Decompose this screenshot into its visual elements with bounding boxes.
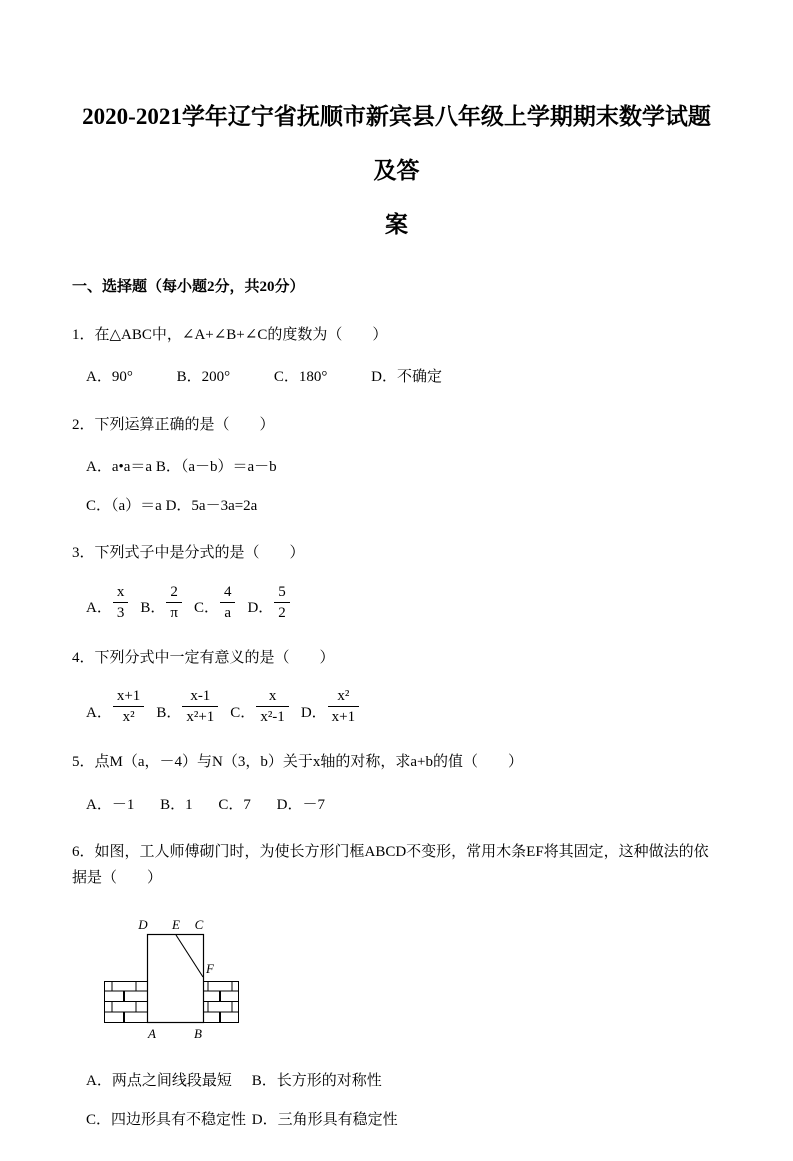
question-3-text: 3．下列式子中是分式的是（ ） bbox=[72, 545, 305, 562]
option-d: D．－7 bbox=[276, 796, 325, 813]
option-c: C．7 bbox=[218, 796, 251, 813]
fraction-numerator: 2 bbox=[166, 583, 182, 603]
question-4 bbox=[72, 646, 721, 727]
question-6-text: 6．如图，工人师傅砌门时，为使长方形门框ABCD不变形，常用木条EF将其固定，这种做法的依据是（ ） bbox=[72, 844, 709, 886]
option-label: B． bbox=[140, 600, 166, 617]
question-2-options-row2 bbox=[86, 495, 721, 518]
fraction-numerator: x-1 bbox=[182, 687, 218, 707]
fraction bbox=[113, 583, 129, 622]
question-1-text: 1．在△ABC中，∠A+∠B+∠C的度数为（ ） bbox=[72, 326, 388, 343]
label-C: C bbox=[194, 917, 204, 933]
fraction-numerator: 4 bbox=[220, 583, 236, 603]
fraction-denominator: π bbox=[170, 604, 178, 621]
option-b bbox=[156, 687, 218, 726]
fraction bbox=[256, 687, 289, 726]
label-A: A bbox=[148, 1026, 156, 1042]
question-5-text: 5．点M（a，－4）与N（3，b）关于x轴的对称，求a+b的值（ ） bbox=[72, 754, 523, 771]
option-label: A． bbox=[86, 600, 112, 617]
fraction-denominator: 2 bbox=[278, 604, 286, 621]
question-6-options-row2 bbox=[86, 1109, 721, 1132]
label-F: F bbox=[206, 961, 214, 977]
option-a bbox=[86, 687, 144, 726]
fraction-denominator: 3 bbox=[116, 604, 125, 621]
question-2-text: 2．下列运算正确的是（ ） bbox=[72, 416, 275, 433]
fraction bbox=[328, 687, 359, 726]
option-label: D． bbox=[247, 600, 274, 617]
fraction-denominator: x² bbox=[122, 709, 135, 726]
fraction-numerator: x+1 bbox=[113, 687, 144, 707]
option-label: A． bbox=[86, 704, 112, 721]
option-c: C．180° bbox=[273, 369, 328, 386]
question-5 bbox=[72, 750, 721, 816]
question-1-options bbox=[86, 366, 721, 389]
question-6-options-row1 bbox=[86, 1070, 721, 1093]
question-3-options bbox=[86, 583, 721, 622]
door-frame-figure bbox=[100, 917, 278, 1047]
door-frame-rect bbox=[148, 935, 204, 1023]
option-c bbox=[194, 583, 236, 622]
option-a: A．90° bbox=[86, 369, 133, 386]
option-label: C． bbox=[230, 704, 256, 721]
label-E: E bbox=[172, 917, 180, 933]
question-6-figure bbox=[100, 917, 721, 1052]
fraction bbox=[166, 583, 182, 622]
option-label: C． bbox=[193, 600, 219, 617]
page-title bbox=[72, 90, 721, 252]
question-6 bbox=[72, 840, 721, 1131]
fraction bbox=[274, 583, 290, 622]
question-1 bbox=[72, 323, 721, 389]
option-b: B．（a－b）＝a－b bbox=[155, 459, 277, 476]
option-d: D．5a－3a=2a bbox=[165, 497, 258, 514]
option-a bbox=[86, 583, 128, 622]
question-4-text: 4．下列分式中一定有意义的是（ ） bbox=[72, 649, 335, 666]
question-4-options bbox=[86, 687, 721, 726]
option-d: D．三角形具有稳定性 bbox=[251, 1111, 398, 1128]
question-2 bbox=[72, 413, 721, 518]
option-d bbox=[301, 687, 359, 726]
option-c: C．（a）＝a bbox=[86, 497, 162, 514]
fraction-numerator: x bbox=[113, 583, 129, 603]
option-label: D． bbox=[300, 704, 327, 721]
fraction-numerator: x bbox=[256, 687, 289, 707]
option-b: B．长方形的对称性 bbox=[251, 1073, 382, 1090]
label-B: B bbox=[194, 1026, 202, 1042]
title-line-1: 2020-2021学年辽宁省抚顺市新宾县八年级上学期期末数学试题及答 bbox=[82, 104, 711, 184]
fraction-denominator: x+1 bbox=[331, 709, 356, 726]
fraction-numerator: x² bbox=[328, 687, 359, 707]
fraction-denominator: x²+1 bbox=[186, 709, 215, 726]
fraction bbox=[220, 583, 236, 622]
fraction-denominator: a bbox=[224, 604, 232, 621]
option-c: C．四边形具有不稳定性 bbox=[86, 1111, 247, 1128]
question-5-options bbox=[86, 794, 721, 817]
option-a: A．a•a＝a bbox=[86, 459, 153, 476]
fraction bbox=[113, 687, 144, 726]
option-d: D．不确定 bbox=[371, 369, 442, 386]
section-heading: 一、选择题（每小题2分，共20分） bbox=[72, 279, 305, 296]
option-b bbox=[140, 583, 182, 622]
label-D: D bbox=[138, 917, 148, 933]
option-b: B．1 bbox=[160, 796, 193, 813]
option-a: A．－1 bbox=[86, 796, 135, 813]
left-brick-wall bbox=[105, 982, 148, 1023]
option-c bbox=[230, 687, 289, 726]
fraction-numerator: 5 bbox=[274, 583, 290, 603]
option-d bbox=[247, 583, 289, 622]
question-3 bbox=[72, 541, 721, 622]
fraction-denominator: x²-1 bbox=[260, 709, 285, 726]
question-2-options-row1 bbox=[86, 456, 721, 479]
right-brick-wall bbox=[204, 982, 239, 1023]
option-b: B．200° bbox=[176, 369, 231, 386]
title-line-2: 案 bbox=[385, 212, 408, 238]
fraction bbox=[182, 687, 218, 726]
option-label: B． bbox=[156, 704, 182, 721]
option-a: A．两点之间线段最短 bbox=[86, 1073, 232, 1090]
